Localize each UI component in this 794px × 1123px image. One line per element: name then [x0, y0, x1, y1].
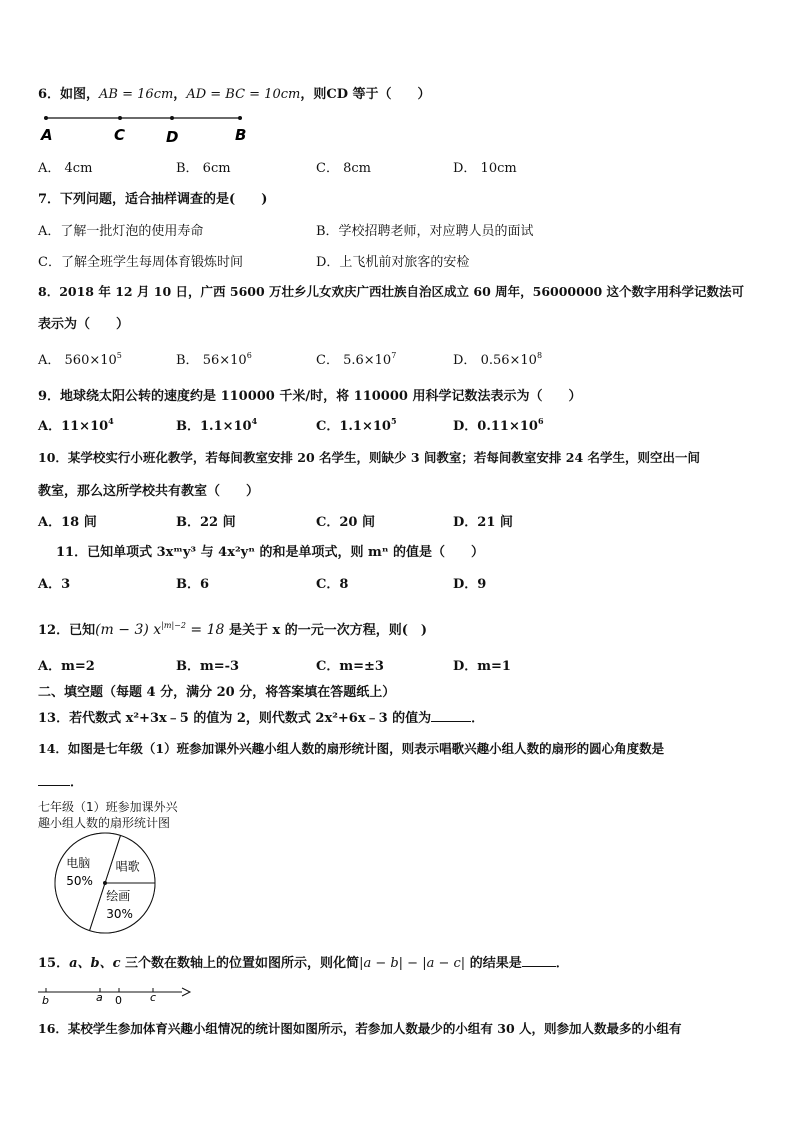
q6-line-figure — [38, 110, 258, 146]
pie-chart-title — [38, 799, 178, 831]
q9-option-c-exp: 5 — [390, 416, 397, 426]
q15-mid: 三个数在数轴上的位置如图所示，则化简 — [120, 956, 360, 971]
point-a-dot — [44, 116, 48, 120]
q8-option-d — [453, 349, 542, 368]
q9-option-c — [316, 415, 397, 434]
q10-option-c: C．20 间 — [316, 515, 375, 530]
q11-option-a: A．3 — [38, 577, 71, 592]
q9-option-a-base: 11×10 — [61, 419, 109, 434]
point-b-label: B — [235, 126, 247, 144]
point-c-dot — [118, 116, 122, 120]
q13-answer-blank[interactable] — [431, 720, 471, 722]
q9-option-b-base: 1.1×10 — [200, 419, 252, 434]
q14-answer-blank[interactable] — [38, 784, 70, 786]
q9-option-c-base: 1.1×10 — [339, 419, 391, 434]
q11-option-c: C．8 — [316, 577, 349, 592]
q8-option-b-exp: 6 — [246, 351, 252, 360]
q8-option-a-exp: 5 — [116, 351, 122, 360]
q7-option-c: C．了解全班学生每周体育锻炼时间 — [38, 255, 243, 270]
q11-stem: 11．已知单项式 3xᵐy³ 与 4x²yⁿ 的和是单项式，则 mⁿ 的值是（ ） — [56, 545, 485, 560]
q12-option-a: A．m=2 — [38, 659, 95, 674]
q9-option-d-base: 0.11×10 — [477, 419, 538, 434]
q9-option-b-label: B． — [176, 419, 200, 434]
q7-option-d: D．上飞机前对旅客的安检 — [316, 255, 470, 270]
section-heading: 二、填空题（每题 4 分，满分 20 分，将答案填在答题纸上） — [38, 685, 396, 700]
q6-option-b: B． 6cm — [176, 161, 231, 176]
q8-option-c — [316, 349, 396, 368]
point-d-label: D — [166, 128, 179, 146]
q13-stem — [38, 707, 484, 726]
q9-option-d-label: D． — [453, 419, 478, 434]
q8-option-b-label: B． — [176, 353, 199, 368]
pie-title-line2: 趣小组人数的扇形统计图 — [38, 816, 171, 830]
q15-end: ． — [555, 956, 569, 971]
q10-stem-line1: 10．某学校实行小班化教学，若每间教室安排 20 名学生，则缺少 3 间教室；若每间教室安排 24 名学生，则空出一间 — [38, 450, 700, 465]
q15-suffix: 的结果是 — [465, 956, 522, 971]
q9-option-b — [176, 415, 257, 434]
q12-eq-tail: = 18 — [185, 622, 225, 638]
q10-option-a: A．18 间 — [38, 515, 97, 530]
q6-option-c: C． 8cm — [316, 161, 371, 176]
q9-option-a-exp: 4 — [108, 416, 114, 426]
q11-option-b: B．6 — [176, 577, 210, 592]
q8-option-c-exp: 7 — [391, 351, 397, 360]
pie-center-dot — [103, 881, 107, 885]
q7-stem: 7．下列问题，适合抽样调查的是( ) — [38, 192, 268, 207]
q8-option-a-base: 560×10 — [64, 353, 117, 368]
q6-suffix: ，则CD 等于（ ） — [300, 87, 431, 102]
q7-option-a: A．了解一批灯泡的使用寿命 — [38, 224, 204, 239]
point-c-label: C — [114, 126, 126, 144]
q8-stem-line1: 8．2018 年 12 月 10 日，广西 5600 万壮乡儿女欢庆广西壮族自治区成立 60 周年，56000000 这个数字用科学记数法可 — [38, 284, 745, 299]
q12-equation — [95, 622, 224, 638]
axis-label-zero: 0 — [115, 994, 122, 1007]
q11-option-d: D．9 — [453, 577, 487, 592]
q9-option-b-exp: 4 — [251, 416, 258, 426]
pie-chart — [52, 830, 162, 936]
q14-end: ． — [70, 775, 84, 790]
q12-option-c: C．m=±3 — [316, 659, 384, 674]
q6-prefix: 6．如图， — [38, 87, 100, 102]
q12-eq-base: (m − 3) x — [95, 622, 162, 638]
q6-option-d: D． 10cm — [453, 161, 517, 176]
q12-prefix: 12．已知 — [38, 623, 96, 638]
q8-option-c-base: 5.6×10 — [343, 353, 392, 368]
q8-option-d-base: 0.56×10 — [480, 353, 537, 368]
q10-option-b: B．22 间 — [176, 515, 236, 530]
axis-label-c: c — [150, 991, 157, 1004]
q8-option-a-label: A． — [38, 353, 61, 368]
q8-option-c-label: C． — [316, 353, 339, 368]
q6-sep: ， — [173, 87, 187, 102]
q12-eq-exp: |m|−2 — [161, 621, 186, 630]
q6-option-a: A． 4cm — [38, 161, 93, 176]
q12-stem — [38, 619, 427, 638]
q15-stem — [38, 952, 569, 971]
arrow-icon — [182, 988, 190, 996]
q9-stem: 9．地球绕太阳公转的速度约是 110000 千米/时，将 110000 用科学记数法表示为（ ） — [38, 389, 582, 404]
q7-option-b: B．学校招聘老师，对应聘人员的面试 — [316, 224, 534, 239]
pie-percent-computer: 50% — [66, 873, 93, 888]
pie-label-drawing: 绘画 — [106, 889, 131, 904]
q9-option-d — [453, 415, 544, 434]
q8-option-a — [38, 349, 122, 368]
q10-option-d: D．21 间 — [453, 515, 513, 530]
q9-option-a — [38, 415, 114, 434]
q10-stem-line2: 教室，那么这所学校共有教室（ ） — [38, 484, 260, 499]
pie-title-line1: 七年级（1）班参加课外兴 — [38, 800, 178, 814]
q14-stem-line2 — [38, 771, 83, 790]
pie-percent-drawing: 30% — [106, 907, 133, 922]
q15-vars: a、b、c — [69, 956, 121, 971]
q16-stem-line1: 16．某校学生参加体育兴趣小组情况的统计图如图所示，若参加人数最少的小组有 30 人，则参加人数最多的小组有 — [38, 1021, 682, 1036]
q12-suffix: 是关于 x 的一元一次方程，则( ) — [224, 623, 428, 638]
q9-option-c-label: C． — [316, 419, 340, 434]
q15-number-line — [36, 984, 196, 1010]
q8-stem-line2: 表示为（ ） — [38, 317, 130, 332]
q8-option-d-exp: 8 — [536, 351, 543, 360]
q15-prefix: 15． — [38, 956, 70, 971]
q6-stem — [38, 83, 431, 102]
q9-option-a-label: A． — [38, 419, 62, 434]
q13-end: ． — [471, 711, 485, 726]
q8-option-d-label: D． — [453, 353, 477, 368]
q15-expression: |a − b| − |a − c| — [359, 956, 466, 971]
axis-label-a: a — [96, 991, 103, 1004]
point-b-dot — [238, 116, 242, 120]
point-d-dot — [170, 116, 174, 120]
q8-option-b-base: 56×10 — [202, 353, 247, 368]
pie-label-computer: 电脑 — [66, 855, 91, 870]
pie-label-singing: 唱歌 — [115, 859, 140, 874]
q8-option-b — [176, 349, 252, 368]
q12-option-d: D．m=1 — [453, 659, 511, 674]
q15-answer-blank[interactable] — [522, 965, 556, 967]
point-a-label: A — [41, 126, 53, 144]
q9-option-d-exp: 6 — [537, 416, 544, 426]
q13-text: 13．若代数式 x²+3x﹣5 的值为 2，则代数式 2x²+6x﹣3 的值为 — [38, 711, 432, 726]
axis-label-b: b — [42, 994, 49, 1007]
q6-expr1: AB = 16cm — [99, 87, 174, 102]
q12-option-b: B．m=-3 — [176, 659, 240, 674]
q14-stem-line1: 14．如图是七年级（1）班参加课外兴趣小组人数的扇形统计图，则表示唱歌兴趣小组人数的扇形的圆心角度数是 — [38, 741, 665, 756]
q6-expr2: AD = BC = 10cm — [186, 87, 301, 102]
